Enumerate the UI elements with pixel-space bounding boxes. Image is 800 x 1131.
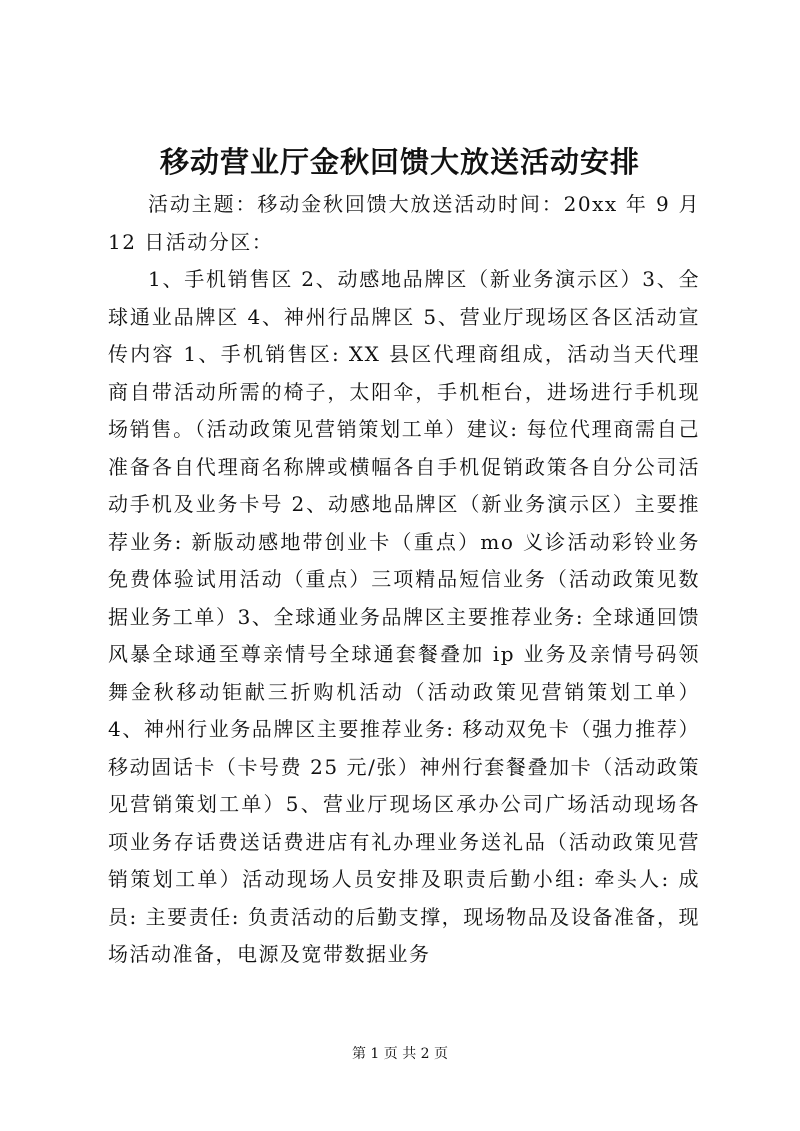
paragraph-activity-zones: 1、手机销售区 2、动感地品牌区（新业务演示区）3、全球通业品牌区 4、神州行品牌区 5、营业厅现场区各区活动宣传内容 1、手机销售区: XX 县区代理商组成，活动当天代理商自带活动所需的椅子，太阳伞，手机柜台，进场进行手机现场销售。（活动政策见营销策划工单）建议: 每位代理商需自己准备各自代理商名称牌或横幅各自手机促销政策各自分公司活动手机及业务卡号 2、动感地品牌区（新业务演示区）主要推荐业务: 新版动感地带创业卡（重点）mo 义诊活动彩铃业务免费体验试用活动（重点）三项精品短信业务（活动政策见数据业务工单）3、全球通业务品牌区主要推荐业务: 全球通回馈风暴全球通至尊亲情号全球通套餐叠加 ip 业务及亲情号码领舞金秋移动钜献三折购机活动（活动政策见营销策划工单）4、神州行业务品牌区主要推荐业务: 移动双免卡（强力推荐）移动固话卡（卡号费 25 元/张）神州行套餐叠加卡（活动政策见营销策划工单）5、营业厅现场区承办公司广场活动现场各项业务存话费送话费进店有礼办理业务送礼品（活动政策见营销策划工单）活动现场人员安排及职责后勤小组: 牵头人: 成员: 主要责任: 负责活动的后勤支撑，现场物品及设备准备，现场活动准备，电源及宽带数据业务 — [108, 267, 700, 966]
page-number-footer: 第 1 页 共 2 页 — [351, 1046, 449, 1062]
document-title: 移动营业厅金秋回馈大放送活动安排 — [159, 145, 640, 179]
paragraph-activity-theme: 活动主题：移动金秋回馈大放送活动时间：20xx 年 9 月 12 日活动分区： — [108, 192, 700, 254]
document-body — [108, 186, 700, 974]
